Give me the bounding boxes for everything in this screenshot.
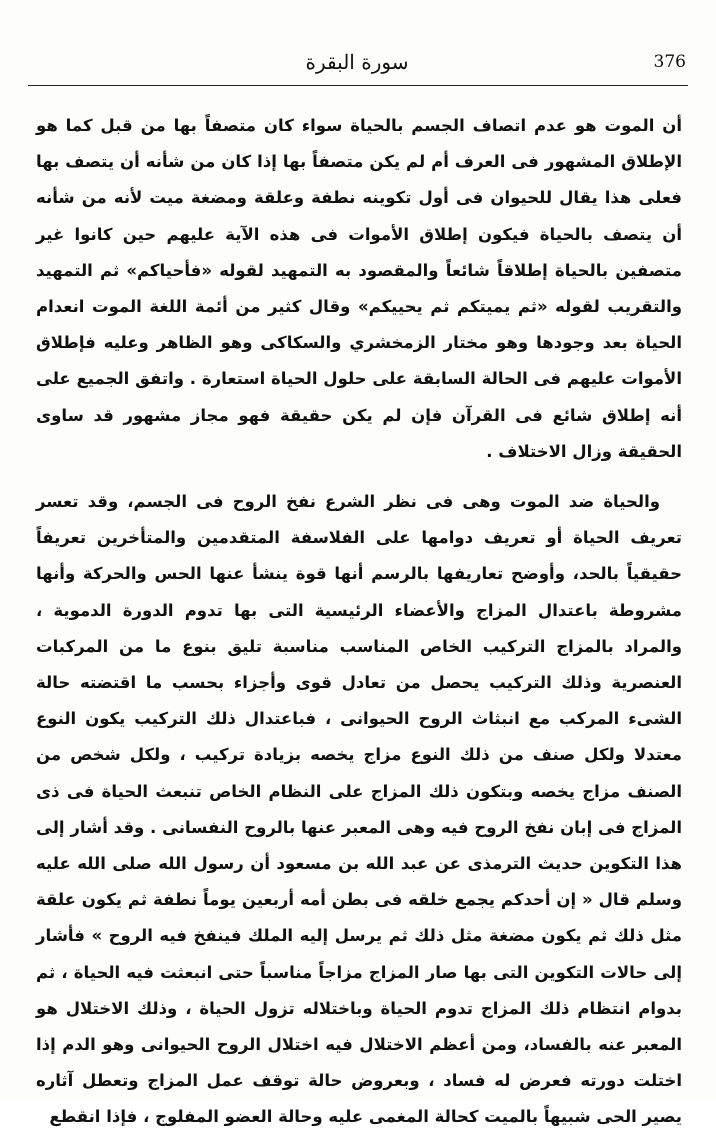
page-header — [28, 44, 686, 84]
paragraph-2: والحياة ضد الموت وهى فى نظر الشرع نفخ الروح فى الجسم، وقد تعسر تعريف الحياة أو تعريف دوامها على الفلاسفة المتقدمين والمتأخرين تعريفاً حقيقياً بالحد، وأوضح تعاريفها بالرسم أنها قوة ينشأ عنها الحس والحركة وأنها مشروطة باعتدال المزاج والأعضاء الرئيسية التى بها تدوم الدورة الدموية ، والمراد بالمزاج التركيب الخاص المناسب مناسبة تليق بنوع ما من المركبات العنصرية وذلك التركيب يحصل من تعادل قوى وأجزاء بحسب ما اقتضته حالة الشىء المركب مع انبثاث الروح الحيوانى ، فباعتدال ذلك التركيب يكون النوع معتدلا ولكل صنف من ذلك النوع مزاج يخصه بزيادة تركيب ، ولكل شخص من الصنف مزاج يخصه وبتكون ذلك المزاج على النظام الخاص تنبعث الحياة فى ذى المزاج فى إبان نفخ الروح فيه وهى المعبر عنها بالروح النفسانى . وقد أشار إلى هذا التكوين حديث الترمذى عن عبد الله بن مسعود أن رسول الله صلى الله عليه وسلم قال « إن أحدكم يجمع خلقه فى بطن أمه أربعين يوماً نطفة ثم يكون علقة مثل ذلك ثم يكون مضغة مثل ذلك ثم يرسل إليه الملك فينفخ فيه الروح » فأشار إلى حالات التكوين التى بها صار المزاج مزاجاً مناسباً حتى انبعثت فيه الحياة ، ثم بدوام انتظام ذلك المزاج تدوم الحياة وباختلاله تزول الحياة ، وذلك الاختلال هو المعبر عنه بالفساد، ومن أعظم الاختلال فيه اختلال الروح الحيوانى وهو الدم إذا اختلت دورته فعرض له فساد ، وبعروض حالة توقف عمل المزاج وتعطل آثاره يصير الحى شبيهاً بالميت كحالة المغمى عليه وحالة العضو المفلوج ، فإذا انقطع — [36, 492, 682, 1127]
header-divider — [28, 85, 688, 86]
surah-title: سورة البقرة — [305, 50, 409, 74]
paragraph-1: أن الموت هو عدم اتصاف الجسم بالحياة سواء كان متصفاً بها من قبل كما هو الإطلاق المشهور فى العرف أم لم يكن متصفاً بها إذا كان من شأنه أن يتصف بها فعلى هذا يقال للحيوان فى أول تكوينه نطفة وعلقة ومضغة ميت لأنه من شأنه أن يتصف بالحياة فيكون إطلاق الأموات فى هذه الآية عليهم حين كانوا غير متصفين بالحياة إطلاقاً شائعاً والمقصود به التمهيد لقوله «فأحياكم» ثم التمهيد والتقريب لقوله «ثم يميتكم ثم يحييكم» وقال كثير من أئمة اللغة الموت انعدام الحياة بعد وجودها وهو مختار الزمخشري والسكاكى وهو الظاهر وعليه فإطلاق الأموات عليهم فى الحالة السابقة على حلول الحياة استعارة . واتفق الجميع على أنه إطلاق شائع فى القرآن فإن لم يكن حقيقة فهو مجاز مشهور قد ساوى الحقيقة وزال الاختلاف . — [36, 116, 682, 461]
page-number: 376 — [653, 52, 686, 72]
body-text — [36, 108, 682, 1136]
